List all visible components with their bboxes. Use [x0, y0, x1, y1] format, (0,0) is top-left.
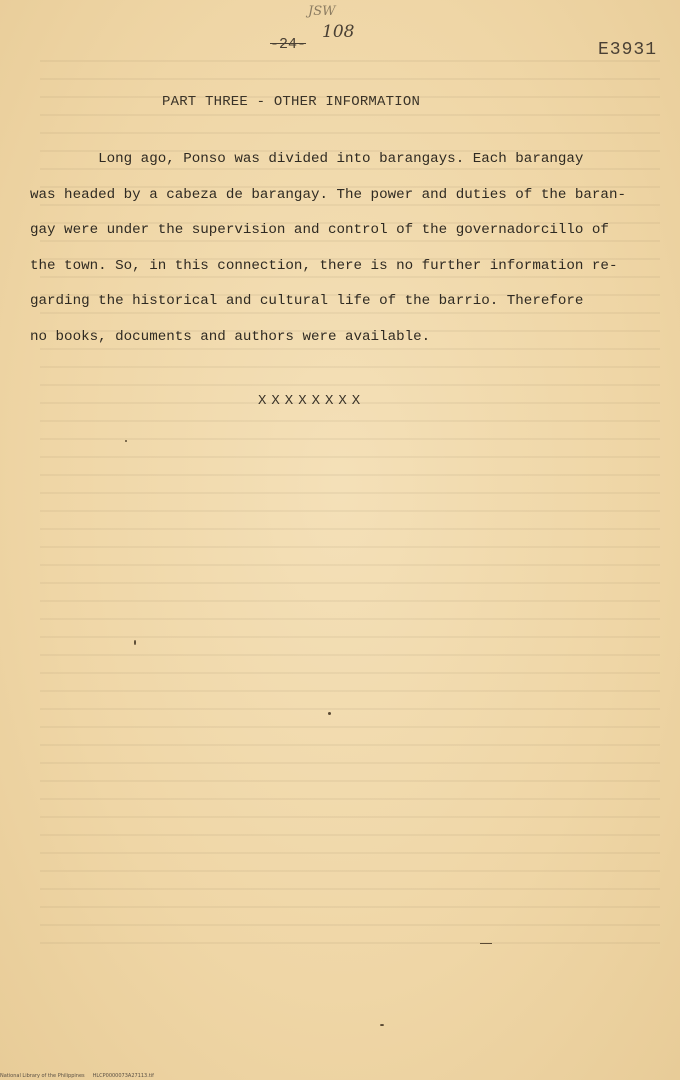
body-line: was headed by a cabeza de barangay. The power and duties of the baran- — [30, 186, 626, 203]
body-line: garding the historical and cultural life of the barrio. Therefore — [30, 293, 584, 309]
paper-speck — [380, 1024, 384, 1026]
paper-speck — [328, 712, 331, 715]
old-page-number: -24- — [270, 36, 307, 53]
body-line: no books, documents and authors were available. — [30, 328, 431, 345]
body-line: the town. So, in this connection, there is no further information re- — [30, 257, 618, 274]
body-line: Long ago, Ponso was divided into barangays. Each barangay — [30, 151, 584, 167]
body-line: gay were under the supervision and control of the governadorcillo of — [30, 222, 609, 238]
body-paragraph — [30, 142, 655, 355]
section-heading: PART THREE - OTHER INFORMATION — [162, 94, 421, 110]
paper-speck — [134, 640, 136, 645]
paper-speck — [125, 440, 127, 442]
archive-code: E3931 — [598, 40, 658, 60]
top-handwritten-mark: JSW — [308, 4, 336, 19]
section-separator: XXXXXXXX — [258, 393, 366, 409]
paper-speck — [480, 943, 492, 944]
scan-footer: National Library of the Philippines HLCP0000073A27113.tif — [0, 1073, 154, 1079]
new-page-number: 108 — [322, 22, 355, 42]
